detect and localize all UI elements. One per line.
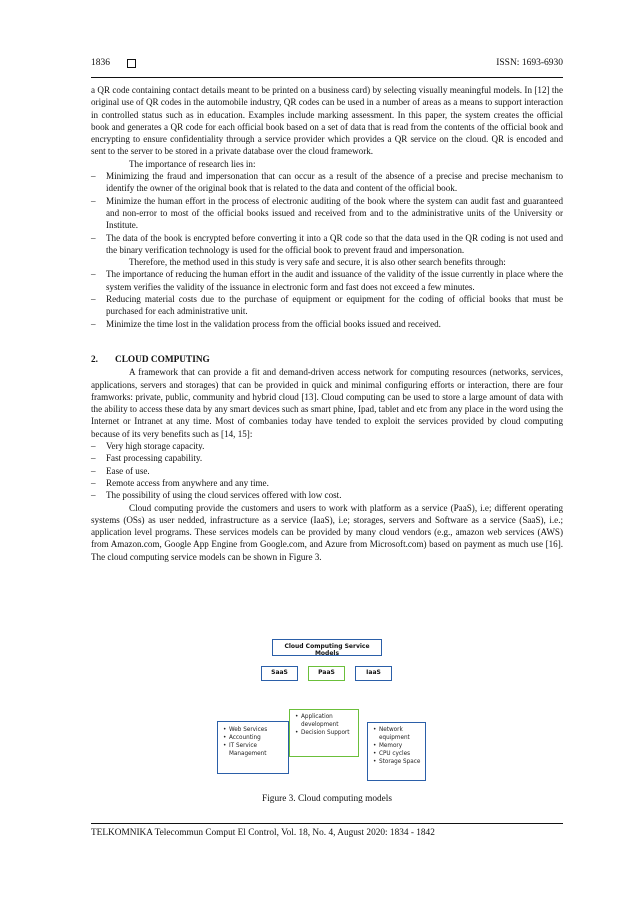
list-item: • Application development — [295, 714, 357, 730]
footer-rule — [91, 823, 563, 824]
page-number: 1836 — [91, 58, 110, 68]
issn-label: ISSN: 1693-6930 — [496, 58, 563, 68]
cloud-benefits-list — [91, 440, 563, 501]
paas-label-box — [308, 666, 345, 681]
saas-list — [223, 727, 285, 759]
list-item: – Ease of use. — [91, 465, 563, 477]
header-rule — [91, 77, 563, 78]
list-item: • Decision Support — [295, 730, 357, 738]
list-item: • CPU cycles — [373, 751, 423, 759]
paas-list — [295, 714, 357, 738]
square-icon — [127, 59, 136, 68]
list-item: – Minimize the time lost in the validation process from the official books issued and received. — [91, 318, 563, 330]
section-heading — [91, 354, 563, 366]
saas-label-box — [261, 666, 298, 681]
list-item: • Memory — [373, 743, 423, 751]
cloud-paragraph: A framework that can provide a fit and demand-driven access network for computing resources (networks, services, applications, servers and storages) that can be provided in quick and minimal configuring efforts or interaction, there are four framworks: private, public, community and hybrid cloud [13]. Cloud computing can be used to store a large amount of data with the ability to access these data by any smart devices such as smart phine, Ipad, tablet and etc from any place in the word using the Internet or Intranet at any time. Most of combanies today have tended to exploit the services provided by cloud computing because of its very benefits such as [14, 15]: — [91, 367, 563, 439]
list-item: – The importance of reducing the human effort in the audit and issuance of the validity of the issue currently in place where the system verifies the validity of the issuance in electronic form and fast does not exceed a few minutes. — [91, 268, 563, 293]
page-footer: TELKOMNIKA Telecommun Comput El Control, Vol. 18, No. 4, August 2020: 1834 - 1842 — [91, 828, 435, 838]
saas-label: SaaS — [271, 669, 288, 676]
paas-box — [289, 709, 359, 757]
service-models-diagram — [217, 639, 426, 781]
diagram-title: Cloud Computing Service Models — [284, 643, 370, 657]
benefits-list — [91, 268, 563, 329]
paas-label: PaaS — [318, 669, 335, 676]
list-item: – Very high storage capacity. — [91, 440, 563, 452]
iaas-list — [373, 727, 423, 767]
body-text — [91, 84, 563, 563]
list-item: • Accounting — [223, 735, 285, 743]
diagram-title-box — [272, 639, 382, 656]
iaas-label: IaaS — [366, 669, 381, 676]
list-item: • Web Services — [223, 727, 285, 735]
list-item: • Storage Space — [373, 759, 423, 767]
saas-box — [217, 721, 289, 774]
importance-list — [91, 170, 563, 256]
section-title: CLOUD COMPUTING — [115, 354, 210, 365]
iaas-label-box — [355, 666, 392, 681]
list-item: – The data of the book is encrypted before converting it into a QR code so that the data used in the QR coding is not used and the binary verification technology is used for the official book to prevent fraud and impersonation. — [91, 232, 563, 257]
intro-paragraph: a QR code containing contact details meant to be printed on a business card) by selecting visually meaningful models. In [12] the original use of QR codes in the automobile industry, QR codes can be used in a number of areas as a means to support interaction in controlled status such as in education. Examples include marking assessment. In this paper, the system creates the official book and generates a QR code for each official book based on a set of data that is read from the contents of the official book and encrypting to ensure confidentiality through a service provider which provides a QR service on the cloud. QR is encoded and sent to the server to be stored in a private database over the cloud framework. — [91, 85, 563, 157]
page-header — [91, 58, 563, 74]
list-item: – Remote access from anywhere and any time. — [91, 477, 563, 489]
service-models-paragraph: Cloud computing provide the customers and users to work with platform as a service (PaaS), i.e; different operating systems (OSs) as user nedded, infrastructure as a service (IaaS), i.e; storages, servers and Software as a service (SaaS), i.e.; application level programs. These services models can be provided by many cloud vendors (e.g., amazon web services (AWS) from Amazon.com, Google App Engine from Google.com, and Azure from Microsoft.com) based on payment as much use [16]. The cloud computing service models can be shown in Figure 3. — [91, 502, 563, 562]
list-item: – Fast processing capability. — [91, 452, 563, 464]
list-item: – The possibility of using the cloud services offered with low cost. — [91, 489, 563, 501]
list-item: • Network equipment — [373, 727, 423, 743]
iaas-box — [367, 722, 426, 781]
list-item: • IT Service Management — [223, 743, 285, 759]
section-number: 2. — [91, 354, 98, 365]
importance-intro: The importance of research lies in: — [129, 158, 256, 169]
list-item: – Minimize the human effort in the process of electronic auditing of the book where the system can audit fast and guaranteed and non-error to most of the official books issued and received from and to the administrative units of the University or Institute. — [91, 195, 563, 232]
benefits-intro: Therefore, the method used in this study is very safe and secure, it is also other search benefits through: — [129, 257, 506, 268]
list-item: – Minimizing the fraud and impersonation that can occur as a result of the absence of a precise and precise mechanism to identify the owner of the original book that is related to the data and content of the official book. — [91, 170, 563, 195]
list-item: – Reducing material costs due to the purchase of equipment or equipment for the coding of official books that must be purchased for each administrative unit. — [91, 293, 563, 318]
figure-caption: Figure 3. Cloud computing models — [262, 794, 392, 804]
